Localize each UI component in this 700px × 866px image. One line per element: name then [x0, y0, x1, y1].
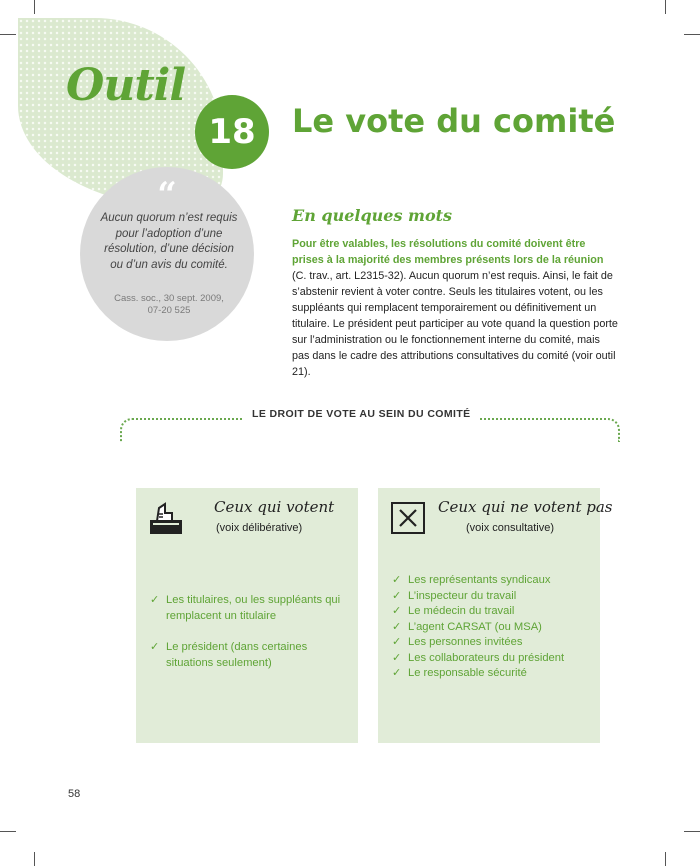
ballot-box-icon — [148, 500, 184, 536]
crop-mark — [665, 852, 666, 866]
crop-mark — [0, 34, 16, 35]
voters-box — [136, 488, 358, 743]
check-icon: ✓ — [392, 620, 402, 633]
intro-body: (C. trav., art. L2315-32). Aucun quorum n’est requis. Ainsi, le fait de s’abstenir revient à voter contre. Seuls les titulaires votent, ou les suppléants qui remplacent temporairement ou définitivement un titulaire. Le président peut participer au vote quand la question porte sur l’administration ou le fonctionnement interne du comité, mais pas dans le cadre des attributions consultatives du comité (voir outil 21). — [292, 270, 618, 378]
quote-mark-icon: “ — [157, 175, 177, 215]
check-icon: ✓ — [150, 641, 160, 653]
list-item — [392, 604, 592, 620]
intro-paragraph — [292, 236, 618, 380]
intro-heading: En quelques mots — [292, 206, 453, 225]
x-box-icon — [390, 500, 426, 536]
check-icon: ✓ — [392, 651, 402, 664]
crop-mark — [34, 0, 35, 14]
list-item — [392, 573, 592, 589]
voters-title: Ceux qui votent — [214, 498, 335, 516]
list-item — [392, 651, 592, 667]
check-icon: ✓ — [392, 574, 402, 586]
list-item-label: Les représentants syndicaux — [408, 574, 551, 586]
crop-mark — [665, 0, 666, 14]
check-icon: ✓ — [392, 589, 402, 602]
non-voters-title: Ceux qui ne votent pas — [438, 498, 613, 516]
check-icon: ✓ — [392, 636, 402, 648]
list-item — [392, 620, 592, 636]
crop-mark — [684, 34, 700, 35]
list-item — [150, 593, 350, 624]
page-number: 58 — [68, 788, 81, 800]
quote-bubble — [80, 167, 254, 341]
crop-mark — [0, 831, 16, 832]
tool-label: Outil — [66, 60, 186, 111]
list-item — [392, 666, 592, 682]
non-voters-list — [392, 573, 592, 682]
crop-mark — [34, 852, 35, 866]
list-item-label: Le président (dans certaines situations seulement) — [166, 641, 308, 669]
check-icon: ✓ — [150, 594, 160, 606]
list-item — [150, 640, 350, 671]
list-item — [392, 589, 592, 605]
check-icon: ✓ — [392, 667, 402, 679]
list-item-label: Les titulaires, ou les suppléants qui remplacent un titulaire — [166, 594, 341, 622]
section-frame — [120, 418, 620, 442]
list-item-label: Les collaborateurs du président — [408, 651, 565, 664]
tool-number-badge: 18 — [195, 95, 269, 169]
list-item-label: Le responsable sécurité — [408, 667, 527, 679]
quote-text: Aucun quorum n’est requis pour l’adoption d’une résolution, d’une décision ou d’un avis du comité. — [100, 212, 238, 271]
list-item-label: Les personnes invitées — [408, 636, 523, 648]
list-item — [392, 635, 592, 651]
section-heading: LE DROIT DE VOTE AU SEIN DU COMITÉ — [244, 408, 479, 420]
non-voters-box — [378, 488, 613, 743]
intro-highlight: Pour être valables, les résolutions du comité doivent être prises à la majorité des membres présents lors de la réunion — [292, 238, 604, 266]
list-item-label: L’inspecteur du travail — [408, 589, 517, 602]
quote-source: Cass. soc., 30 sept. 2009, 07-20 525 — [114, 293, 224, 316]
list-item-label: Le médecin du travail — [408, 605, 515, 617]
page-title: Le vote du comité — [292, 102, 616, 140]
crop-mark — [684, 831, 700, 832]
non-voters-subtitle: (voix consultative) — [466, 522, 555, 534]
voters-subtitle: (voix délibérative) — [216, 522, 303, 534]
check-icon: ✓ — [392, 605, 402, 617]
list-item-label: L’agent CARSAT (ou MSA) — [408, 620, 542, 633]
voters-list — [150, 593, 350, 687]
